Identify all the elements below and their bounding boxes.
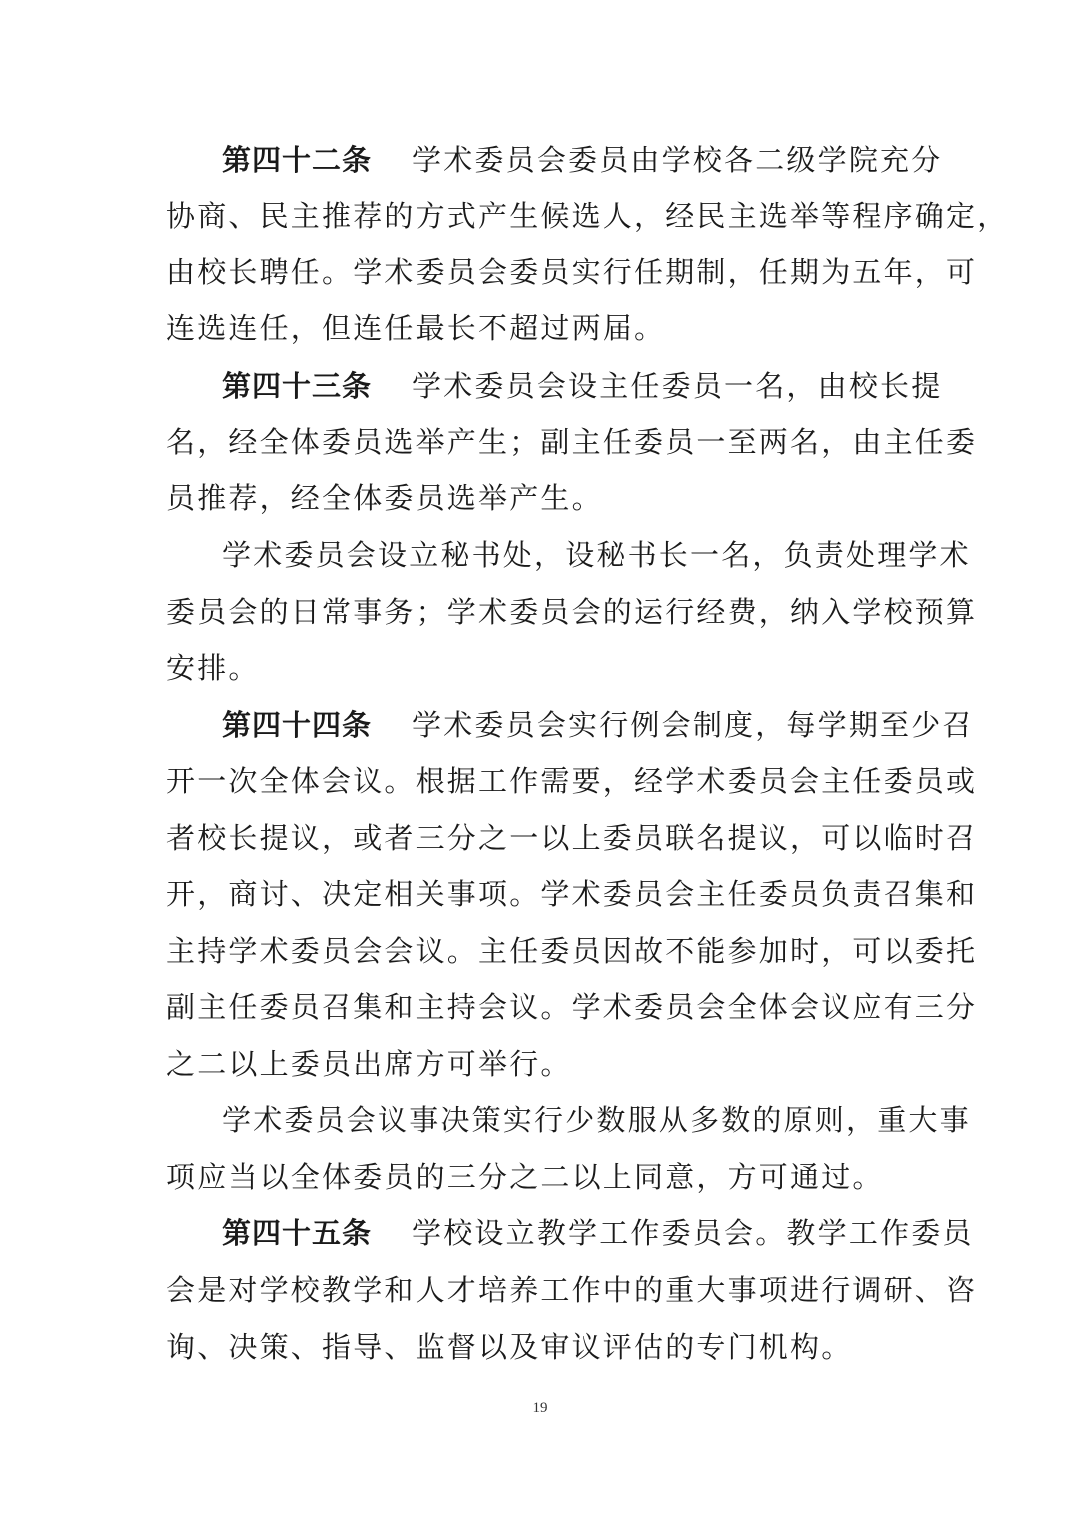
- article-45-label: 第四十五条: [222, 1216, 373, 1250]
- article-43-para2-line-3: 安排。: [166, 651, 260, 685]
- article-44-line-5: 主持学术委员会会议。主任委员因故不能参加时，可以委托: [166, 934, 978, 968]
- article-42-line-2: 协商、民主推荐的方式产生候选人，经民主选举等程序确定，: [166, 199, 1009, 233]
- article-45-line-3: 询、决策、指导、监督以及审议评估的专门机构。: [166, 1330, 853, 1364]
- article-43-line-3: 员推荐，经全体委员选举产生。: [166, 481, 603, 515]
- article-42-line-4: 连选连任，但连任最长不超过两届。: [166, 311, 666, 345]
- article-44-line-2: 开一次全体会议。根据工作需要，经学术委员会主任委员或: [166, 764, 978, 798]
- article-42-line-3: 由校长聘任。学术委员会委员实行任期制，任期为五年，可: [166, 255, 978, 289]
- article-43-para2-line-2: 委员会的日常事务；学术委员会的运行经费，纳入学校预算: [166, 595, 978, 629]
- article-44-line-1: [222, 705, 974, 745]
- article-44-label: 第四十四条: [222, 708, 373, 742]
- article-42-label: 第四十二条: [222, 143, 373, 177]
- article-44-line-4: 开，商讨、决定相关事项。学术委员会主任委员负责召集和: [166, 877, 978, 911]
- article-43-label: 第四十三条: [222, 369, 373, 403]
- article-44-line-3: 者校长提议，或者三分之一以上委员联名提议，可以临时召: [166, 821, 978, 855]
- article-43-text: 学术委员会设主任委员一名，由校长提: [412, 369, 943, 403]
- article-44-para2-line-2: 项应当以全体委员的三分之二以上同意，方可通过。: [166, 1160, 884, 1194]
- article-44-para2-line-1: 学术委员会议事决策实行少数服从多数的原则，重大事: [222, 1103, 971, 1137]
- article-44-line-6: 副主任委员召集和主持会议。学术委员会全体会议应有三分: [166, 990, 978, 1024]
- page-number: 19: [532, 1400, 548, 1416]
- article-45-text: 学校设立教学工作委员会。教学工作委员: [412, 1216, 974, 1250]
- article-43-para2-line-1: 学术委员会设立秘书处，设秘书长一名，负责处理学术: [222, 538, 971, 572]
- article-44-text: 学术委员会实行例会制度，每学期至少召: [412, 708, 974, 742]
- article-42-text: 学术委员会委员由学校各二级学院充分: [412, 143, 943, 177]
- article-43-line-2: 名，经全体委员选举产生；副主任委员一至两名，由主任委: [166, 425, 978, 459]
- article-45-line-1: [222, 1213, 974, 1253]
- article-42-line-1: [222, 140, 943, 180]
- article-44-line-7: 之二以上委员出席方可举行。: [166, 1047, 572, 1081]
- article-43-line-1: [222, 366, 943, 406]
- article-45-line-2: 会是对学校教学和人才培养工作中的重大事项进行调研、咨: [166, 1273, 978, 1307]
